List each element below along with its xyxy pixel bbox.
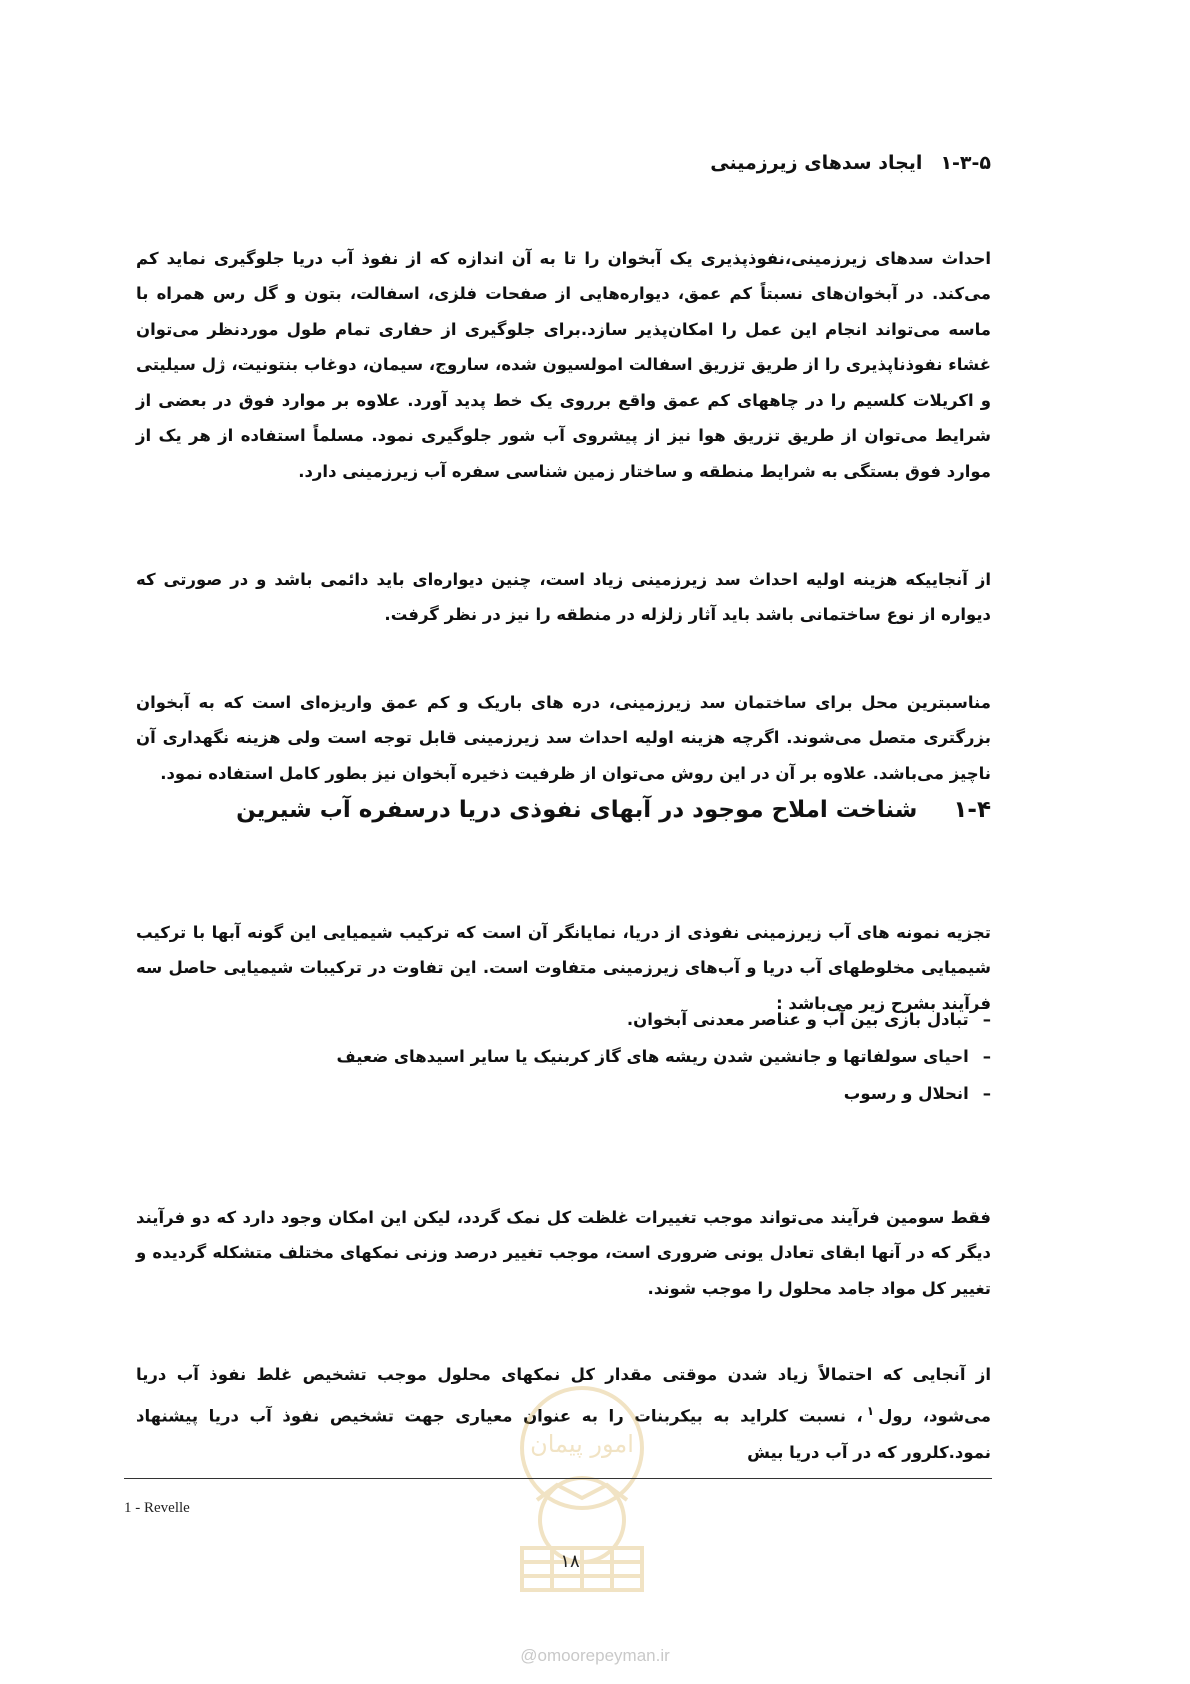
footnote-marker: ۱ xyxy=(866,1403,875,1418)
paragraph-chloride-ratio: از آنجایی که احتمالاً زیاد شدن موقتی مقدار کل نمکهای محلول موجب تشخیص غلط نفوذ آب دریا می‌شود، رول$^۱$، نسبت کلراید به بیکربنات را به عنوان معیاری جهت تشخیص نفوذ آب دریا پیشنهاد نمود.کلرور که در آب دریا بیش xyxy=(136,1364,991,1462)
process-list xyxy=(136,1001,991,1112)
paragraph-best-location: مناسبترین محل برای ساختمان سد زیرزمینی، دره های باریک و کم عمق واریزه‌ای است که به آبخوان بزرگتری متصل می‌شوند. اگرچه هزینه اولیه احداث سد زیرزمینی قابل توجه است ولی هزینه نگهداری آن ناچیز می‌باشد. علاوه بر آن در این روش می‌توان از ظرفیت ذخیره آبخوان نیز بطور کامل استفاده نمود. xyxy=(136,692,991,783)
paragraph-underground-dams: احداث سدهای زیرزمینی،نفوذپذیری یک آبخوان را تا به آن اندازه که از نفوذ آب دریا جلوگیری نماید کم می‌کند. در آبخوان‌های نسبتاً کم عمق، دیواره‌هایی از صفحات فلزی، اسفالت، بتون و گل رس همراه با ماسه می‌تواند انجام این عمل را امکان‌پذیر سازد.برای جلوگیری از حفاری تمام طول موردنظر می‌توان غشاء نفوذناپذیری را از طریق تزریق اسفالت امولسیون شده، ساروج، سیمان، دوغاب بنتونیت، ژل سیلیتی و اکریلات کلسیم را در چاههای کم عمق واقع برروی یک خط پدید آورد. علاوه بر موارد فوق در بعضی از شرایط می‌توان از طریق تزریق هوا نیز از پیشروی آب شور جلوگیری نمود. مسلماً استفاده از هر یک از موارد فوق بستگی به شرایط منطقه و ساختار زمین شناسی سفره آب زیرزمینی دارد. xyxy=(136,248,991,481)
section-heading-1-4 xyxy=(136,797,991,823)
section-title: شناخت املاح موجود در آبهای نفوذی دریا درسفره آب شیرین xyxy=(236,797,918,823)
list-item: – احیای سولفاتها و جانشین شدن ریشه های گاز کربنیک یا سایر اسیدهای ضعیف xyxy=(136,1038,991,1075)
section-number: ۱-۳-۵ xyxy=(940,152,991,174)
footnote-divider xyxy=(124,1478,992,1479)
page-number: ۱۸ xyxy=(560,1551,580,1572)
watermark-url: @omoorepeyman.ir xyxy=(520,1646,670,1665)
footnote: 1 - Revelle xyxy=(124,1500,190,1516)
list-item: – تبادل بازی بین آب و عناصر معدنی آبخوان. xyxy=(136,1001,991,1038)
section-number: ۱-۴ xyxy=(953,797,991,823)
list-item: – انحلال و رسوب xyxy=(136,1075,991,1112)
paragraph-initial-cost: از آنجاییکه هزینه اولیه احداث سد زیرزمینی زیاد است، چنین دیواره‌ای باید دائمی باشد و در صورتی که دیواره از نوع ساختمانی باشد باید آثار زلزله در منطقه را نیز در نظر گرفت. xyxy=(136,569,991,624)
section-title: ایجاد سدهای زیرزمینی xyxy=(710,152,923,174)
section-heading-1-3-5 xyxy=(191,152,991,174)
paragraph-third-process: فقط سومین فرآیند می‌تواند موجب تغییرات غلظت کل نمک گردد، لیکن این امکان وجود دارد که دو فرآیند دیگر که در آنها ابقای تعادل یونی ضروری است، موجب تغییر درصد وزنی نمکهای مختلف متشکله گردیده و تغییر کل مواد جامد محلول را موجب شوند. xyxy=(136,1207,991,1298)
watermark-logo-text: امور پیمان xyxy=(530,1430,634,1458)
paragraph-chemical-analysis: تجزیه نمونه های آب زیرزمینی نفوذی از دریا، نمایانگر آن است که ترکیب شیمیایی این گونه آبها با ترکیب شیمیایی مخلوطهای آب دریا و آب‌های زیرزمینی متفاوت است. این تفاوت در ترکیبات شیمیایی حاصل سه فرآیند بشرح زیر می‌باشد : xyxy=(136,922,991,1013)
